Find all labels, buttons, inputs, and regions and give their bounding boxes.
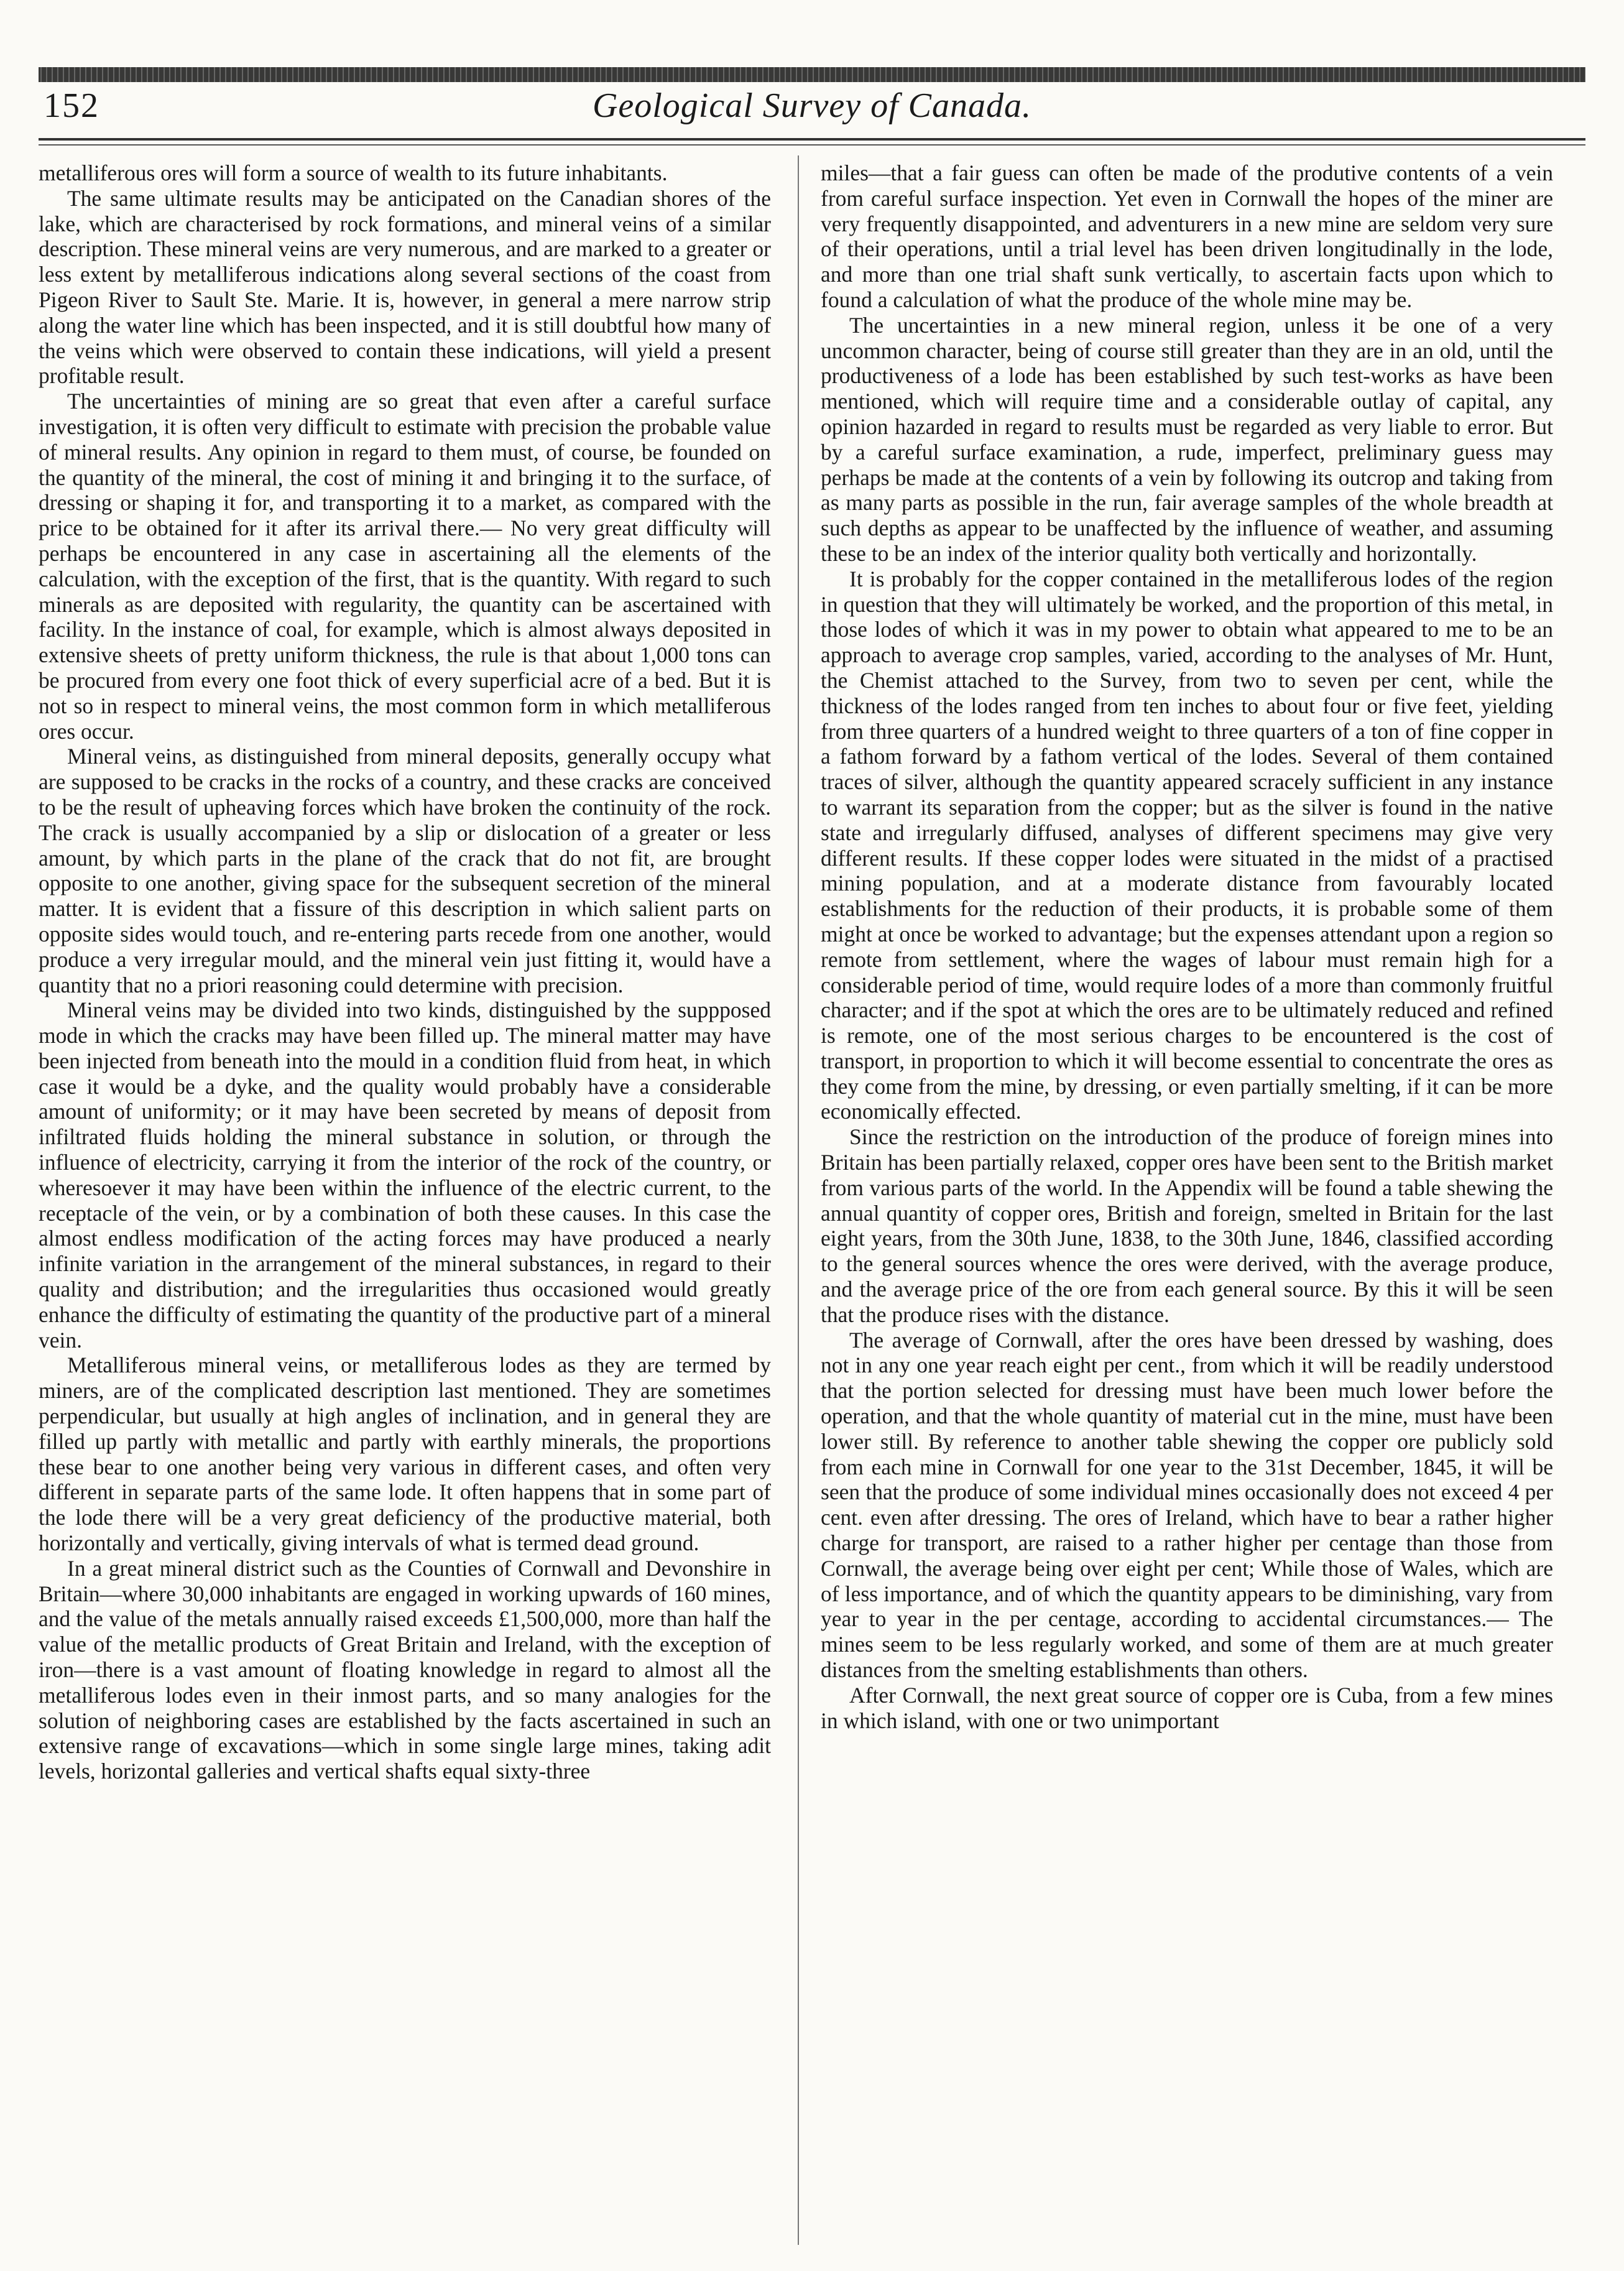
page-number: 152: [44, 86, 99, 125]
right-column: [821, 160, 1553, 2241]
paragraph: It is probably for the copper contained in the metalliferous lodes of the region in question that they will ultimately be worked, and the proportion of this metal, in those lodes of which it was in my power to obtain what appeared to me to be an approach to average crop samples, varied, according to the analyses of Mr. Hunt, the Chemist attached to the Survey, from two to seven per cent, while the thickness of the lodes ranged from ten inches to about four or five feet, yielding from three quarters of a hundred weight to three quarters of a ton of fine copper in a fathom forward by a fathom vertical of the lodes. Several of them contained traces of silver, although the quantity appeared scracely sufficient in any instance to warrant its separation from the copper; but as the silver is found in the native state and irregularly diffused, analyses of different specimens may give very different results. If these copper lodes were situated in the midst of a practised mining population, and at a moderate distance from favourably located establishments for the reduction of their products, it is probable some of them might at once be worked to advantage; but the expenses attendant upon a region so remote from settlement, where the wages of labour must remain high for a considerable period of time, would require lodes of a more than commonly fruitful character; and if the spot at which the ores are to be ultimately reduced and refined is remote, one of the most serious charges to be encountered is the cost of transport, in proportion to which it will become essential to concentrate the ores as they come from the mine, by dressing, or even partially smelting, if it can be more economically effected.: [821, 566, 1553, 1124]
paragraph: In a great mineral district such as the Counties of Cornwall and Devonshire in Britain—where 30,000 inhabitants are engaged in working upwards of 160 mines, and the value of the metals annually raised exceeds £1,500,000, more than half the value of the metallic products of Great Britain and Ireland, with the exception of iron—there is a vast amount of floating knowledge in regard to almost all the metalliferous lodes even in their inmost parts, and so many analogies for the solution of neighboring cases are established by the facts ascertained in such an extensive range of excavations—which in some single large mines, taking adit levels, horizontal galleries and vertical shafts equal sixty-three: [39, 1555, 771, 1784]
paragraph: The uncertainties in a new mineral region, unless it be one of a very uncommon character, being of course still greater than they are in an old, until the productiveness of a lode has been established by such test-works as have been mentioned, which will require time and a considerable outlay of capital, any opinion hazarded in regard to results must be regarded as very liable to error. But by a careful surface examination, a rude, imperfect, preliminary guess may perhaps be made at the contents of a vein by following its outcrop and taking from as many parts as possible in the run, fair average samples of the whole breadth at such depths as appear to be unaffected by the influence of weather, and assuming these to be an index of the interior quality both vertically and horizontally.: [821, 312, 1553, 566]
paragraph: The uncertainties of mining are so great that even after a careful surface investigation, it is often very difficult to estimate with precision the probable value of mineral results. Any opinion in regard to them must, of course, be founded on the quantity of the mineral, the cost of mining it and bringing it to the surface, of dressing or shaping it for, and transporting it to a market, as compared with the price to be obtained for it after its arrival there.— No very great difficulty will perhaps be encountered in any case in ascertaining all the elements of the calculation, with the exception of the first, that is the quantity. With regard to such minerals as are deposited with regularity, the quantity can be ascertained with facility. In the instance of coal, for example, which is almost always deposited in extensive sheets of pretty uniform thickness, the rule is that about 1,000 tons can be procured from every one foot thick of every superficial acre of a bed. But it is not so in respect to mineral veins, the most common form in which metalliferous ores occur.: [39, 389, 771, 744]
paragraph: miles—that a fair guess can often be made of the produtive contents of a vein from careful surface inspection. Yet even in Cornwall the hopes of the miner are very frequently disappointed, and adventurers in a new mine are seldom very sure of their operations, until a trial level has been driven longitudinally in the lode, and more than one trial shaft sunk vertically, to ascertain facts upon which to found a calculation of what the produce of the whole mine may be.: [821, 160, 1553, 312]
paragraph: Mineral veins, as distinguished from mineral deposits, generally occupy what are supposed to be cracks in the rocks of a country, and these cracks are conceived to be the result of upheaving forces which have broken the continuity of the rock. The crack is usually accompanied by a slip or dislocation of a greater or less amount, by which parts in the plane of the crack that do not fit, are brought opposite to one another, giving space for the subsequent secretion of the mineral matter. It is evident that a fissure of this description in which salient parts on opposite sides would touch, and re-entering parts recede from one another, would produce a very irregular mould, and the mineral vein just fitting it, would have a quantity that no a priori reasoning could determine with precision.: [39, 744, 771, 997]
header-rule-thin: [39, 144, 1585, 146]
paragraph: After Cornwall, the next great source of copper ore is Cuba, from a few mines in which island, with one or two unimportant: [821, 1682, 1553, 1733]
paragraph: The same ultimate results may be anticipated on the Canadian shores of the lake, which are characterised by rock formations, and mineral veins of a similar description. These mineral veins are very numerous, and are marked to a greater or less extent by metalliferous indications along several sections of the coast from Pigeon River to Sault Ste. Marie. It is, however, in general a mere narrow strip along the water line which has been inspected, and it is still doubtful how many of the veins which were observed to contain these indications, will yield a present profitable result.: [39, 185, 771, 389]
paragraph: metalliferous ores will form a source of wealth to its future inhabitants.: [39, 160, 668, 185]
paragraph: Metalliferous mineral veins, or metalliferous lodes as they are termed by miners, are of the complicated description last mentioned. They are sometimes perpendicular, but usually at high angles of inclination, and in general they are filled up partly with metallic and partly with earthly minerals, the proportions these bear to one another being very various in different cases, and often very different in separate parts of the same lode. It often happens that in some part of the lode there will be a very great deficiency of the productive material, both horizontally and vertically, giving intervals of what is termed dead ground.: [39, 1353, 771, 1556]
header-rule: [39, 138, 1585, 141]
decorative-top-rule: [39, 67, 1585, 82]
running-title: Geological Survey of Canada.: [592, 86, 1032, 125]
left-column: [39, 160, 771, 2241]
paragraph: Mineral veins may be divided into two kinds, distinguished by the suppposed mode in which the cracks may have been filled up. The mineral matter may have been injected from beneath into the mould in a condition fluid from heat, in which case it would be a dyke, and the quality would probably have a considerable amount of uniformity; or it may have been secreted by means of deposit from infiltrated fluids holding the mineral substance in solution, or through the influence of electricity, carrying it from the interior of the rock of the country, or wheresoever it may have been within the influence of the electric current, to the receptacle of the vein, or by a combination of both these causes. In this case the almost endless modification of the acting forces may have produced a nearly infinite variation in the arrangement of the mineral substances, in regard to their quality and distribution; and the irregularities thus occasioned would greatly enhance the difficulty of estimating the quantity of the productive part of a mineral vein.: [39, 997, 771, 1353]
column-divider: [798, 155, 799, 2245]
paragraph: The average of Cornwall, after the ores have been dressed by washing, does not in any one year reach eight per cent., from which it will be readily understood that the portion selected for dressing must have been much lower before the operation, and that the whole quantity of material cut in the mine, must have been lower still. By reference to another table shewing the copper ore publicly sold from each mine in Cornwall for one year to the 31st December, 1845, it will be seen that the produce of some individual mines occasionally does not exceed 4 per cent. even after dressing. The ores of Ireland, which have to bear a rather higher charge for transport, are raised to a rather higher per centage than those from Cornwall, the average being over eight per cent; While those of Wales, which are of less importance, and of which the quantity appears to be diminishing, vary from year to year in the per centage, according to accidental circumstances.— The mines seem to be less regularly worked, and some of them are at much greater distances from the smelting establishments than others.: [821, 1327, 1553, 1683]
paragraph: Since the restriction on the introduction of the produce of foreign mines into Britain has been partially relaxed, copper ores have been sent to the British market from various parts of the world. In the Appendix will be found a table shewing the annual quantity of copper ores, British and foreign, smelted in Britain for the last eight years, from the 30th June, 1838, to the 30th June, 1846, classified according to the general sources whence the ores were derived, with the average produce, and the average price of the ore from each general source. By this it will be seen that the produce rises with the distance.: [821, 1124, 1553, 1327]
